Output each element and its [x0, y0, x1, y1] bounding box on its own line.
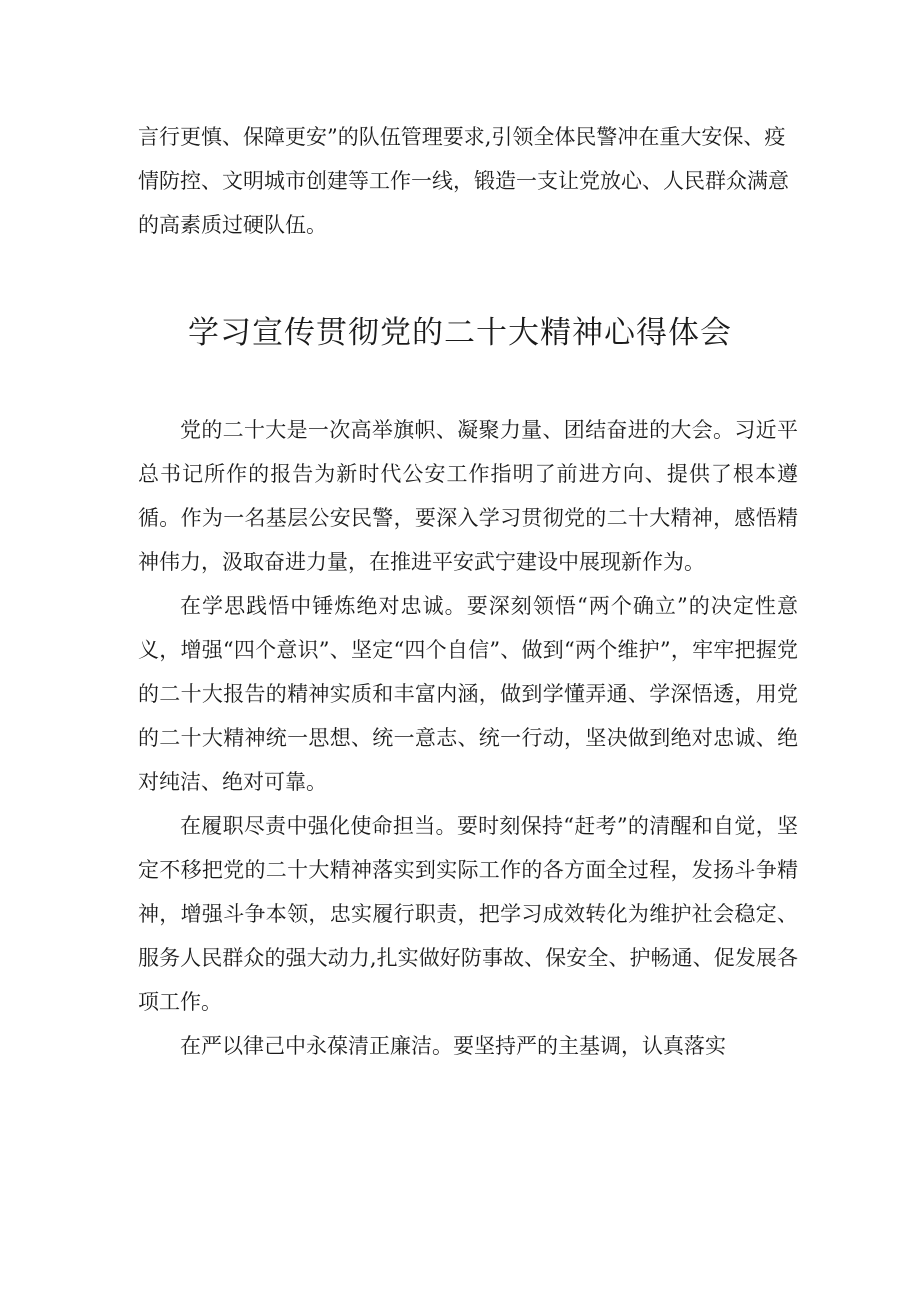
body-paragraph: 党的二十大是一次高举旗帜、凝聚力量、团结奋进的大会。习近平总书记所作的报告为新时代公安工作指明了前进方向、提供了根本遵循。作为一名基层公安民警，要深入学习贯彻党的二十大精神，感悟精神伟力，汲取奋进力量，在推进平安武宁建设中展现新作为。	[138, 418, 798, 574]
body-paragraph: 在学思践悟中锤炼绝对忠诚。要深刻领悟“两个确立”的决定性意义，增强“四个意识”、坚定“四个自信”、做到“两个维护”，牢牢把握党的二十大报告的精神实质和丰富内涵，做到学懂弄通、学深悟透，用党的二十大精神统一思想、统一意志、统一行动，坚决做到绝对忠诚、绝对纯洁、绝对可靠。	[138, 594, 798, 794]
body-paragraph: 在履职尽责中强化使命担当。要时刻保持“赶考”的清醒和自觉，坚定不移把党的二十大精神落实到实际工作的各方面全过程，发扬斗争精神，增强斗争本领，忠实履行职责，把学习成效转化为维护社会稳定、服务人民群众的强大动力,扎实做好防事故、保安全、护畅通、促发展各项工作。	[138, 814, 798, 1014]
continuation-paragraph: 言行更慎、保障更安”的队伍管理要求,引领全体民警冲在重大安保、疫情防控、文明城市创建等工作一线，锻造一支让党放心、人民群众满意的高素质过硬队伍。	[138, 125, 789, 237]
article-body	[138, 408, 798, 1068]
article-title: 学习宣传贯彻党的二十大精神心得体会	[188, 315, 732, 351]
body-paragraph: 在严以律己中永葆清正廉洁。要坚持严的主基调，认真落实	[180, 1034, 726, 1058]
